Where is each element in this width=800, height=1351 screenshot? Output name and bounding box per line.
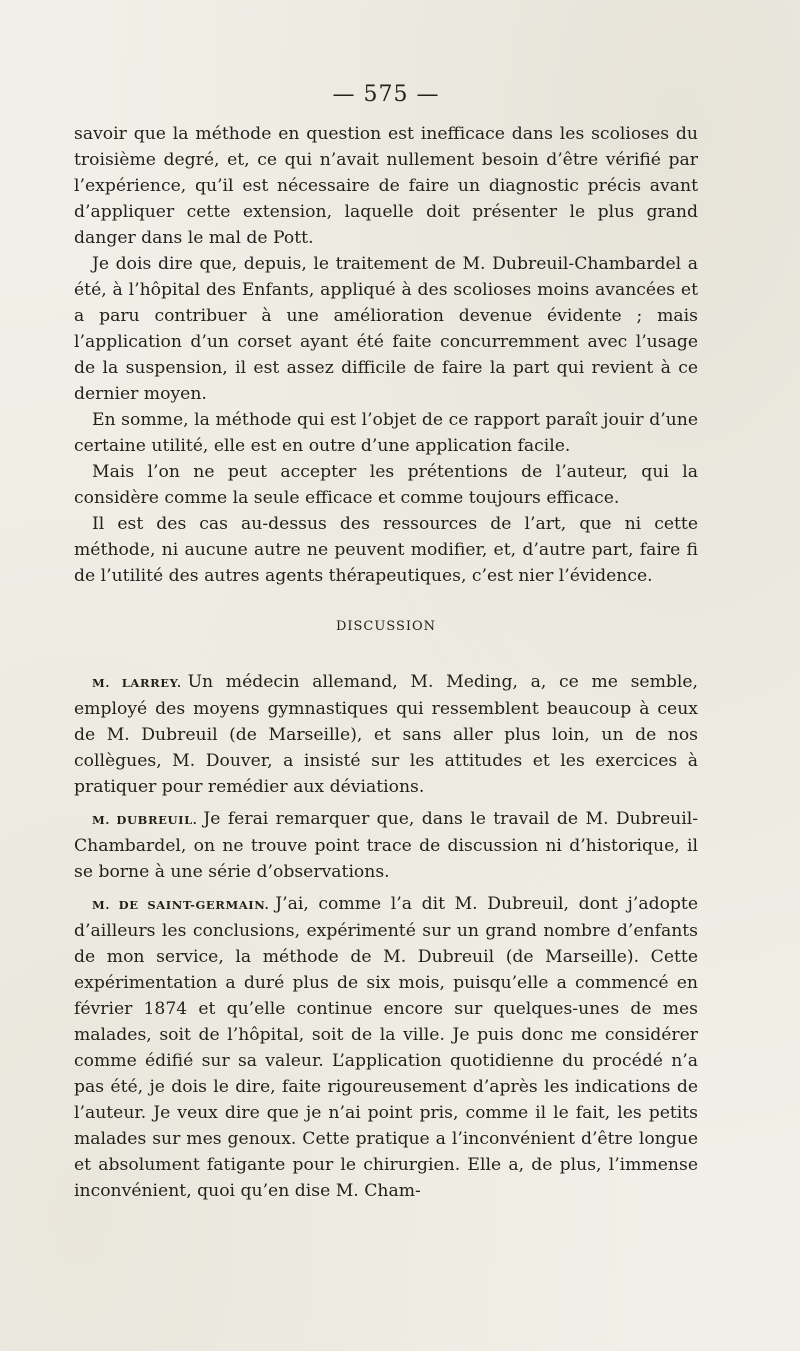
speaker-text: J’ai, comme l’a dit M. Dubreuil, dont j’adopte d’ailleurs les conclusions, expérimenté sur un grand nombre d’enfants de mon service, la méthode de M. Dubreuil (de Marseille). Cette expérimentation a duré plus de six mois, puisqu’elle a commencé en février 1874 et qu’elle continue encore sur quelques-unes de mes malades, soit de l’hôpital, soit de la ville. Je puis donc me considérer comme édifié sur sa valeur. L’application quotidienne du procédé n’a pas été, je dois le dire, faite rigoureusement d’après les indications de l’auteur. Je veux dire que je n’ai point pris, comme il le fait, les petits malades sur mes genoux. Cette pratique a l’inconvénient d’être longue et absolument fatigante pour le chirurgien. Elle a, de plus, l’immense inconvénient, quoi qu’en dise M. Cham- (74, 894, 698, 1201)
speaker-name: M. DE SAINT-GERMAIN. (92, 898, 270, 912)
intro-paragraph-4: Mais l’on ne peut accepter les prétentions de l’auteur, qui la considère comme la seule efficace et comme toujours efficace. (74, 462, 698, 508)
speaker-name: M. LARREY. (92, 676, 182, 690)
page-content (74, 80, 698, 1204)
intro-paragraph-1: savoir que la méthode en question est inefficace dans les scolioses du troisième degré, et, ce qui n’avait nullement besoin d’être vérifié par l’expérience, qu’il est nécessaire de faire un diagnostic précis avant d’appliquer cette extension, laquelle doit présenter le plus grand danger dans le mal de Pott. (74, 124, 698, 248)
speaker-text: Je ferai remarquer que, dans le travail de M. Dubreuil-Chambardel, on ne trouve point trace de discussion ni d’historique, il se borne à une série d’observations. (74, 809, 699, 882)
page-number: — 575 — (332, 82, 440, 107)
speaker-text: Un médecin allemand, M. Meding, a, ce me semble, employé des moyens gymnastiques qui ressemblent beaucoup à ceux de M. Dubreuil (de Marseille), et sans aller plus loin, un de nos collègues, M. Douver, a insisté sur les attitudes et les exercices à pratiquer pour remédier aux déviations. (74, 672, 699, 797)
intro-paragraph-5: Il est des cas au-dessus des ressources de l’art, que ni cette méthode, ni aucune autre ne peuvent modifier, et, d’autre part, faire fi de l’utilité des autres agents thérapeutiques, c’est nier l’évidence. (74, 514, 698, 586)
intro-paragraph-3: En somme, la méthode qui est l’objet de ce rapport paraît jouir d’une certaine utilité, elle est en outre d’une application facile. (74, 410, 698, 456)
speaker-name: M. DUBREUIL. (92, 813, 198, 827)
discussion-entry-larrey (74, 669, 698, 800)
discussion-entry-dubreuil (74, 806, 698, 885)
discussion-title: DISCUSSION (335, 619, 437, 634)
discussion-entry-saint-germain (74, 891, 698, 1204)
intro-paragraph-2: Je dois dire que, depuis, le traitement de M. Dubreuil-Chambardel a été, à l’hôpital des Enfants, appliqué à des scolioses moins avancées et a paru contribuer à une amélioration devenue évidente ; mais l’application d’un corset ayant été faite concurremment avec l’usage de la suspension, il est assez difficile de faire la part qui revient à ce dernier moyen. (74, 254, 698, 404)
